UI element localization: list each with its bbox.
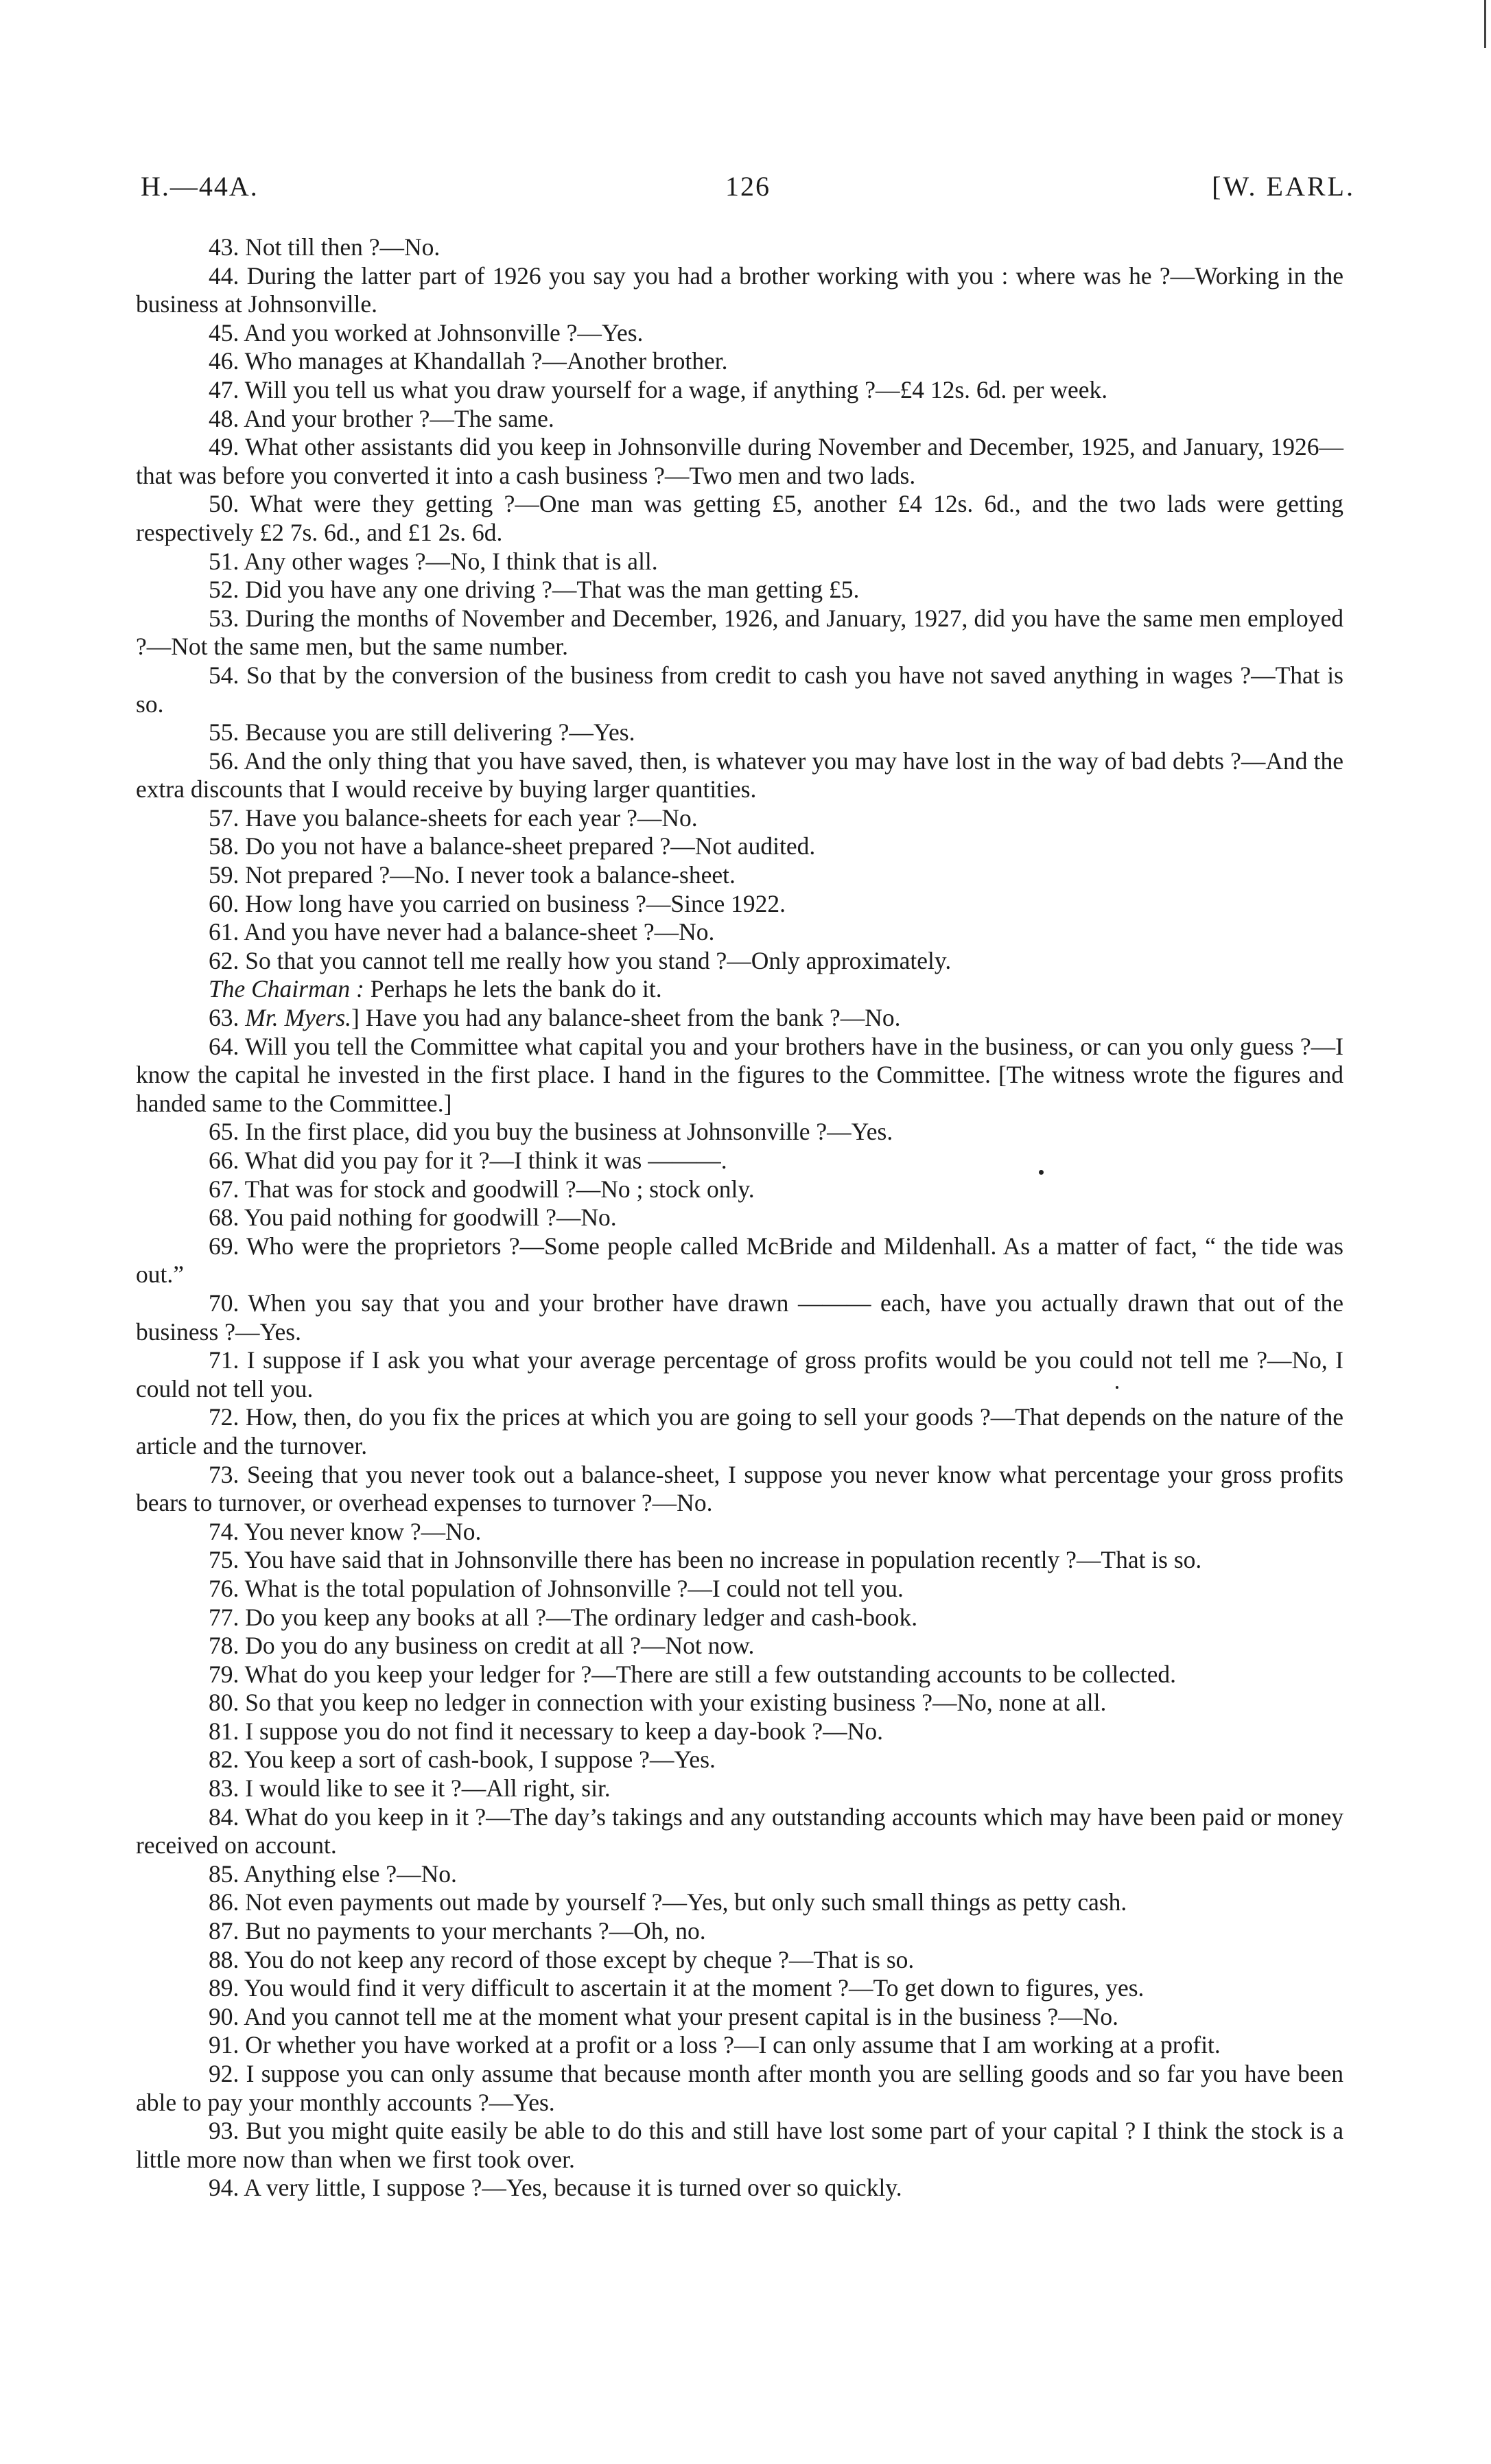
testimony-paragraph	[136, 1632, 1343, 1661]
testimony-paragraph	[136, 376, 1343, 405]
paragraph-text: 73. Seeing that you never took out a balance-sheet, I suppose you never know what percentage your gross profits bears to turnover, or overhead expenses to turnover ?—No.	[136, 1460, 1343, 1517]
paragraph-text: 47. Will you tell us what you draw yourself for a wage, if anything ?—£4 12s. 6d. per week.	[209, 375, 1108, 403]
paragraph-text: 57. Have you balance-sheets for each year ?—No.	[209, 803, 698, 832]
print-speck	[1116, 1386, 1118, 1389]
paragraph-text: 50. What were they getting ?—One man was getting £5, another £4 12s. 6d., and the two lads were getting respectively £2 7s. 6d., and £1 2s. 6d.	[136, 490, 1343, 546]
paragraph-text: 62. So that you cannot tell me really how you stand ?—Only approximately.	[209, 946, 952, 974]
testimony-paragraph	[136, 2060, 1343, 2117]
paragraph-text: 83. I would like to see it ?—All right, sir.	[209, 1774, 611, 1803]
paragraph-text: 94. A very little, I suppose ?—Yes, because it is turned over so quickly.	[209, 2174, 902, 2202]
testimony-paragraph	[136, 605, 1343, 661]
paragraph-text: Perhaps he lets the bank do it.	[364, 975, 662, 1003]
page-number: 126	[725, 171, 771, 202]
testimony-paragraph	[136, 832, 1343, 861]
testimony-paragraph	[136, 661, 1343, 718]
paragraph-text: 43. Not till then ?—No.	[209, 233, 441, 261]
testimony-paragraph	[136, 1546, 1343, 1575]
testimony-paragraph	[136, 433, 1343, 490]
testimony-paragraph	[136, 1033, 1343, 1118]
paragraph-text: 81. I suppose you do not find it necessary to keep a day-book ?—No.	[209, 1717, 883, 1745]
speaker-name: The Chairman :	[209, 975, 364, 1003]
print-speck	[1039, 1170, 1044, 1175]
testimony-paragraph	[136, 490, 1343, 547]
paragraph-text: 75. You have said that in Johnsonville there has been no increase in population recently ?—That is so.	[209, 1546, 1202, 1574]
paragraph-text: 93. But you might quite easily be able to do this and still have lost some part of your capital ? I think the stock is a little more now than when we first took over.	[136, 2117, 1343, 2173]
paragraph-text: 85. Anything else ?—No.	[209, 1859, 457, 1888]
testimony-paragraph	[136, 947, 1343, 976]
testimony-paragraph	[136, 347, 1343, 376]
document-code: H.—44A.	[141, 171, 259, 202]
testimony-paragraph	[136, 1232, 1343, 1289]
testimony-paragraph	[136, 861, 1343, 890]
testimony-paragraph	[136, 1575, 1343, 1604]
paragraph-text: 44. During the latter part of 1926 you say you had a brother working with you : where was he ?—Working in the business at Johnsonville.	[136, 261, 1343, 318]
paragraph-text: 70. When you say that you and your brother have drawn ——— each, have you actually drawn that out of the business ?—Yes.	[136, 1289, 1343, 1346]
paragraph-text: 88. You do not keep any record of those except by cheque ?—That is so.	[209, 1945, 915, 1973]
testimony-paragraph	[136, 405, 1343, 434]
testimony-paragraph	[136, 548, 1343, 576]
paragraph-text: 51. Any other wages ?—No, I think that is all.	[209, 547, 658, 575]
testimony-paragraph	[136, 1717, 1343, 1746]
testimony-paragraph	[136, 1917, 1343, 1946]
paragraph-text: 45. And you worked at Johnsonville ?—Yes.	[209, 318, 644, 347]
testimony-paragraph	[136, 747, 1343, 804]
page-edge-mark	[1484, 0, 1486, 48]
paragraph-text: 78. Do you do any business on credit at all ?—Not now.	[209, 1632, 755, 1660]
paragraph-text: 65. In the first place, did you buy the business at Johnsonville ?—Yes.	[209, 1118, 893, 1146]
paragraph-text: 49. What other assistants did you keep in Johnsonville during November and December, 1925, and January, 1926—that was before you converted it into a cash business ?—Two men and two lads.	[136, 433, 1343, 489]
paragraph-text: 80. So that you keep no ledger in connection with your existing business ?—No, none at all.	[209, 1689, 1107, 1717]
paragraph-text: 84. What do you keep in it ?—The day’s takings and any outstanding accounts which may have been paid or money received on account.	[136, 1803, 1343, 1859]
testimony-paragraph	[136, 1403, 1343, 1460]
testimony-paragraph	[136, 2174, 1343, 2203]
paragraph-text: 79. What do you keep your ledger for ?—There are still a few outstanding accounts to be collected.	[209, 1660, 1176, 1688]
paragraph-text: 61. And you have never had a balance-sheet ?—No.	[209, 918, 715, 946]
testimony-paragraph	[136, 1118, 1343, 1147]
paragraph-text: 46. Who manages at Khandallah ?—Another brother.	[209, 347, 728, 375]
paragraph-text: 71. I suppose if I ask you what your average percentage of gross profits would be you could not tell me ?—No, I could not tell you.	[136, 1346, 1343, 1403]
paragraph-text: 59. Not prepared ?—No. I never took a balance-sheet.	[209, 861, 736, 889]
testimony-paragraph	[136, 1774, 1343, 1803]
paragraph-text: 82. You keep a sort of cash-book, I suppose ?—Yes.	[209, 1746, 716, 1774]
testimony-paragraph	[136, 1746, 1343, 1774]
paragraph-text: 66. What did you pay for it ?—I think it was ———.	[209, 1147, 727, 1174]
testimony-paragraph	[136, 1004, 1343, 1033]
testimony-paragraph	[136, 1518, 1343, 1547]
paragraph-text: 92. I suppose you can only assume that because month after month you are selling goods and so far you have been able to pay your monthly accounts ?—Yes.	[136, 2060, 1343, 2116]
paragraph-text: 60. How long have you carried on business ?—Since 1922.	[209, 889, 786, 917]
testimony-paragraph	[136, 233, 1343, 262]
testimony-paragraph	[136, 1175, 1343, 1204]
paragraph-text: 52. Did you have any one driving ?—That was the man getting £5.	[209, 576, 860, 604]
testimony-paragraph	[136, 918, 1343, 947]
page-header	[141, 170, 1355, 211]
testimony-paragraph	[136, 319, 1343, 348]
testimony-paragraph	[136, 890, 1343, 919]
paragraph-text: 77. Do you keep any books at all ?—The ordinary ledger and cash-book.	[209, 1603, 918, 1631]
paragraph-text: 56. And the only thing that you have saved, then, is whatever you may have lost in the way of bad debts ?—And the extra discounts that I would receive by buying larger quantities.	[136, 747, 1343, 803]
paragraph-text: ] Have you had any balance-sheet from the bank ?—No.	[351, 1004, 901, 1032]
testimony-paragraph	[136, 2031, 1343, 2060]
paragraph-text: 53. During the months of November and December, 1926, and January, 1927, did you have the same men employed ?—Not the same men, but the same number.	[136, 604, 1343, 661]
paragraph-text: 68. You paid nothing for goodwill ?—No.	[209, 1204, 617, 1232]
testimony-paragraph	[136, 804, 1343, 833]
paragraph-text: 67. That was for stock and goodwill ?—No ; stock only.	[209, 1175, 755, 1203]
paragraph-text: 76. What is the total population of Johnsonville ?—I could not tell you.	[209, 1574, 904, 1602]
testimony-paragraph	[136, 2117, 1343, 2174]
testimony-paragraph	[136, 262, 1343, 319]
paragraph-text: 48. And your brother ?—The same.	[209, 404, 554, 432]
paragraph-text: 87. But no payments to your merchants ?—Oh, no.	[209, 1917, 706, 1945]
testimony-paragraph	[136, 1204, 1343, 1232]
paragraph-text: 72. How, then, do you fix the prices at which you are going to sell your goods ?—That depends on the nature of the article and the turnover.	[136, 1403, 1343, 1459]
paragraph-text: 90. And you cannot tell me at the moment what your present capital is in the business ?—No.	[209, 2002, 1119, 2030]
testimony-paragraph	[136, 1604, 1343, 1632]
paragraph-text: 89. You would find it very difficult to ascertain it at the moment ?—To get down to figures, yes.	[209, 1974, 1144, 2002]
paragraph-text: 86. Not even payments out made by yourself ?—Yes, but only such small things as petty cash.	[209, 1888, 1127, 1916]
testimony-paragraph	[136, 1946, 1343, 1975]
speaker-name: Mr. Myers.	[245, 1004, 352, 1032]
paragraph-text: 64. Will you tell the Committee what capital you and your brothers have in the business, or can you only guess ?—I know the capital he invested in the first place. I hand in the figures to the Committee. [The witness wrote the figures and handed same to the Committee.]	[136, 1032, 1343, 1117]
paragraph-text: 55. Because you are still delivering ?—Yes.	[209, 718, 635, 747]
testimony-paragraph	[136, 1147, 1343, 1175]
paragraph-text: 58. Do you not have a balance-sheet prepared ?—Not audited.	[209, 832, 816, 860]
paragraph-text: 69. Who were the proprietors ?—Some people called McBride and Mildenhall. As a matter of fact, “ the tide was out.”	[136, 1232, 1343, 1289]
question-number: 63.	[209, 1004, 246, 1032]
testimony-body	[136, 233, 1343, 2203]
testimony-paragraph	[136, 1346, 1343, 1403]
testimony-paragraph	[136, 1974, 1343, 2003]
witness-name: [W. EARL.	[1212, 171, 1355, 202]
testimony-paragraph	[136, 1888, 1343, 1917]
paragraph-text: 91. Or whether you have worked at a profit or a loss ?—I can only assume that I am working at a profit.	[209, 2031, 1221, 2059]
testimony-paragraph	[136, 1289, 1343, 1346]
testimony-paragraph	[136, 1461, 1343, 1518]
testimony-paragraph	[136, 1860, 1343, 1889]
testimony-paragraph	[136, 1803, 1343, 1860]
testimony-paragraph	[136, 2003, 1343, 2032]
testimony-paragraph	[136, 975, 1343, 1004]
testimony-paragraph	[136, 718, 1343, 747]
testimony-paragraph	[136, 1689, 1343, 1717]
testimony-paragraph	[136, 576, 1343, 605]
testimony-paragraph	[136, 1661, 1343, 1689]
paragraph-text: 54. So that by the conversion of the business from credit to cash you have not saved anything in wages ?—That is so.	[136, 661, 1343, 718]
paragraph-text: 74. You never know ?—No.	[209, 1517, 482, 1545]
